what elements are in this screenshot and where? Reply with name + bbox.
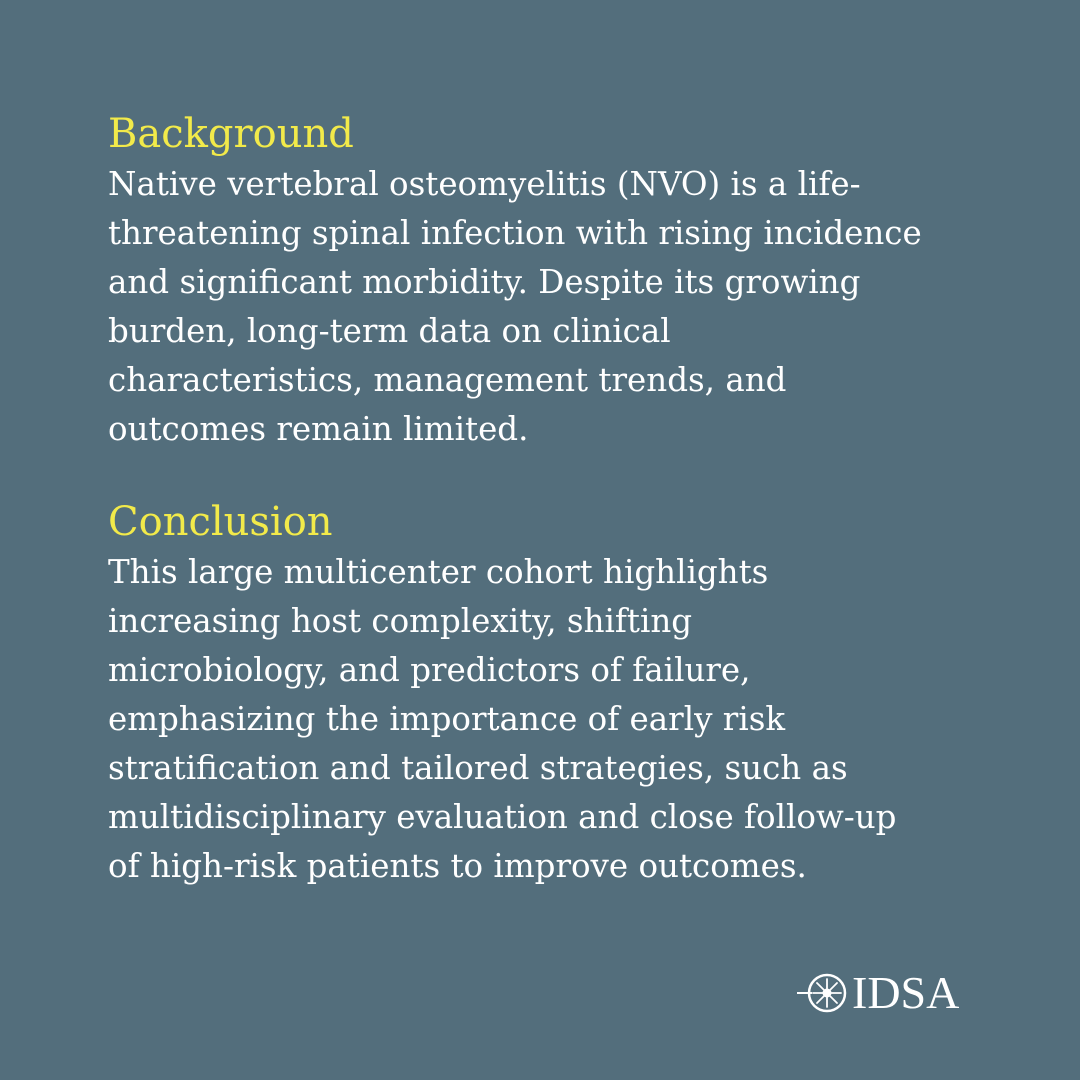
- conclusion-section: [108, 496, 988, 891]
- star-burst-icon: [796, 966, 850, 1020]
- background-heading: Background: [108, 111, 354, 157]
- logo-text: IDSA: [852, 967, 960, 1018]
- background-line: outcomes remain limited.: [108, 410, 529, 448]
- conclusion-line: microbiology, and predictors of failure,: [108, 651, 751, 689]
- conclusion-line: stratification and tailored strategies, such as: [108, 749, 848, 787]
- conclusion-text: [108, 548, 988, 891]
- conclusion-line: increasing host complexity, shifting: [108, 602, 693, 640]
- idsa-logo: [796, 966, 959, 1020]
- conclusion-line: multidisciplinary evaluation and close follow-up: [108, 798, 897, 836]
- conclusion-line: emphasizing the importance of early risk: [108, 700, 786, 738]
- background-line: Native vertebral osteomyelitis (NVO) is a life-: [108, 165, 861, 203]
- abstract-content: [108, 108, 988, 891]
- conclusion-line: of high-risk patients to improve outcomes.: [108, 847, 807, 885]
- conclusion-line: This large multicenter cohort highlights: [108, 553, 769, 591]
- background-line: characteristics, management trends, and: [108, 361, 787, 399]
- section-spacer: [108, 454, 988, 496]
- background-line: burden, long-term data on clinical: [108, 312, 671, 350]
- background-section: [108, 108, 988, 454]
- conclusion-heading: Conclusion: [108, 499, 333, 545]
- background-text: [108, 160, 988, 454]
- background-line: threatening spinal infection with rising incidence: [108, 214, 922, 252]
- background-line: and significant morbidity. Despite its growing: [108, 263, 861, 301]
